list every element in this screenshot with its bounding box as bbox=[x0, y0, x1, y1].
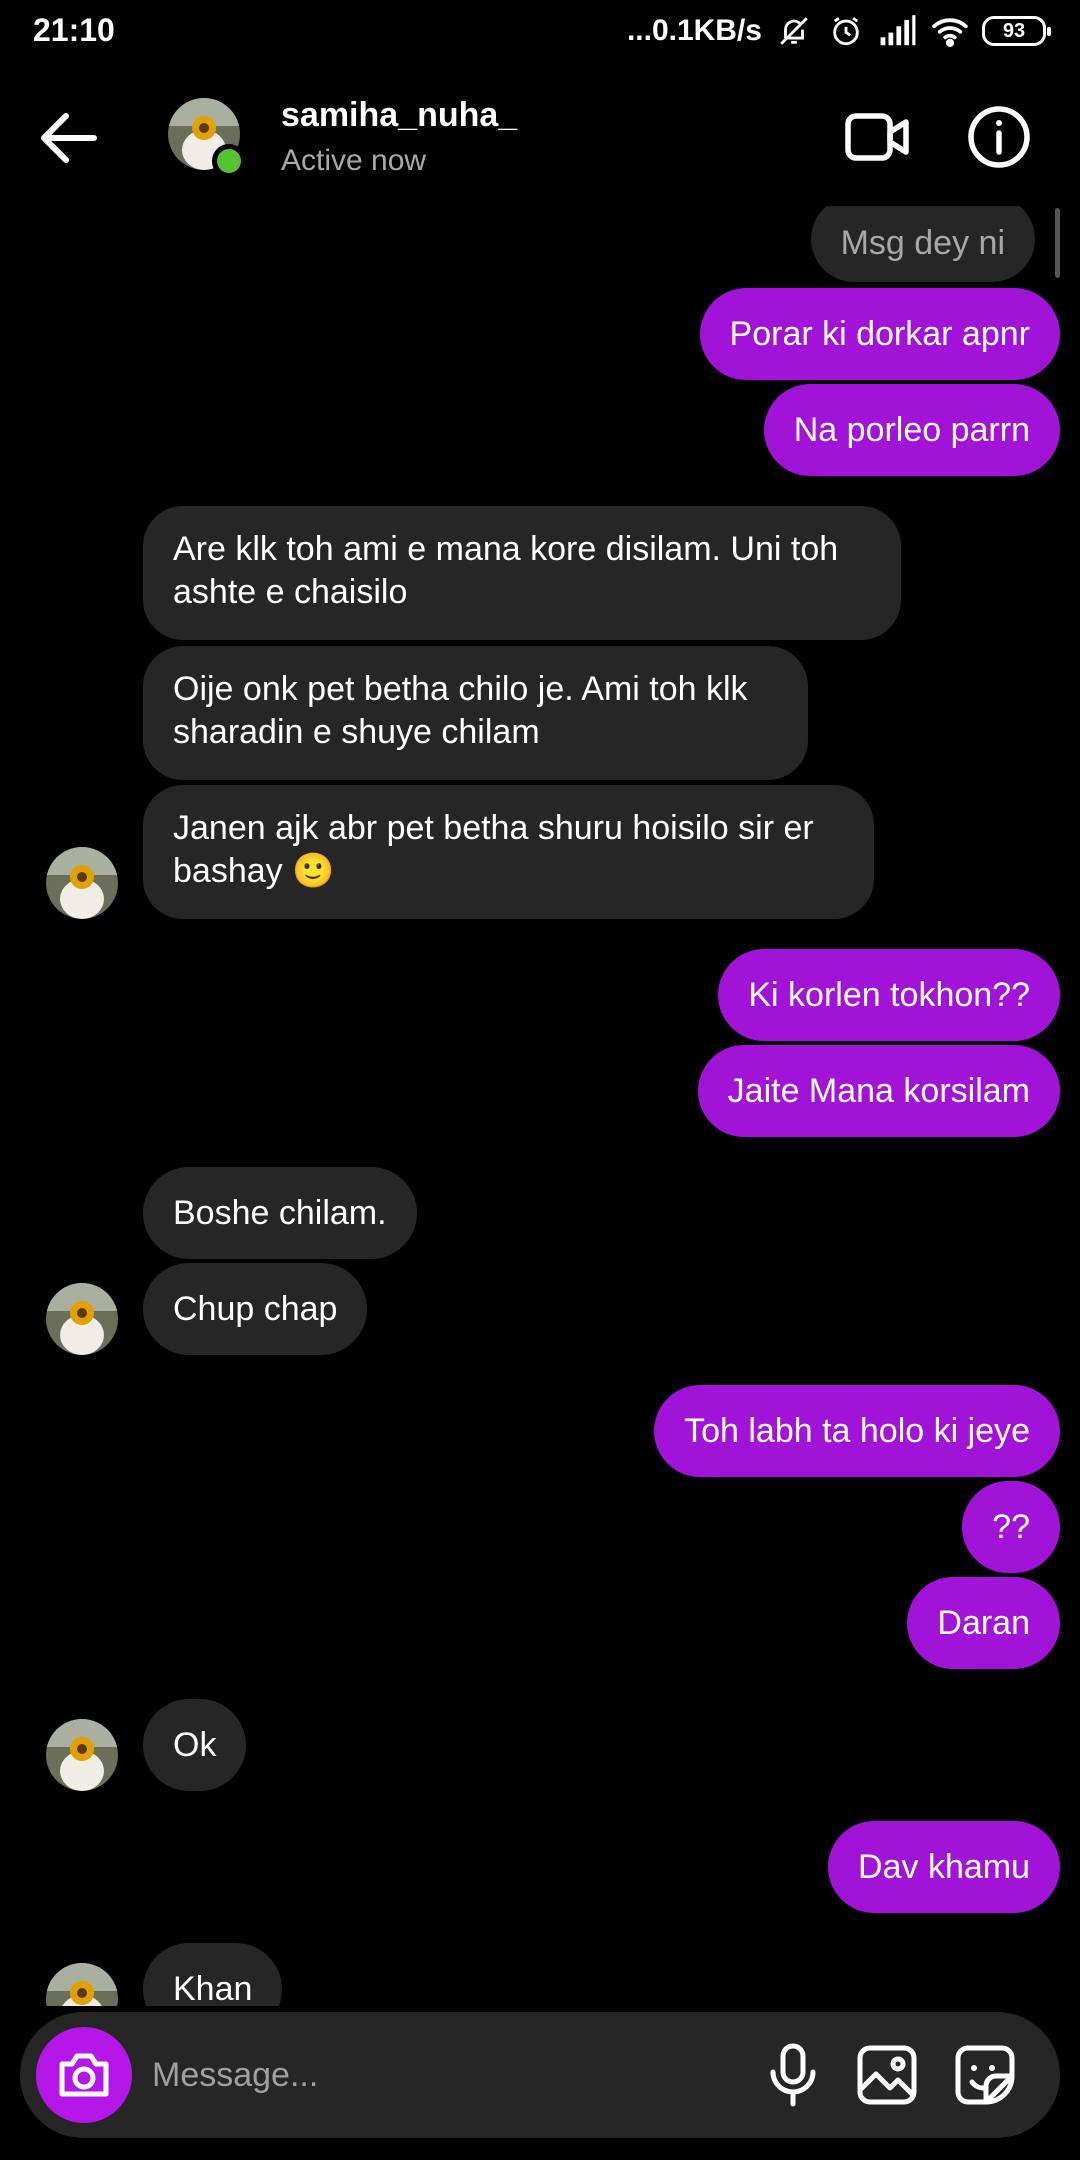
camera-icon[interactable] bbox=[36, 2027, 132, 2123]
contact-activity-status: Active now bbox=[281, 144, 427, 177]
message-bubble-outgoing[interactable]: Jaite Mana korsilam bbox=[698, 1045, 1060, 1137]
wifi-icon bbox=[930, 11, 970, 51]
contact-avatar-small[interactable] bbox=[46, 1963, 118, 2006]
chat-header bbox=[0, 62, 1080, 212]
contact-avatar-small[interactable] bbox=[46, 847, 118, 919]
message-bubble-incoming[interactable]: Boshe chilam. bbox=[143, 1167, 417, 1259]
message-bubble-incoming[interactable]: Khan bbox=[143, 1943, 282, 2006]
mute-icon bbox=[774, 11, 814, 51]
message-bubble-outgoing[interactable]: Porar ki dorkar apnr bbox=[700, 288, 1060, 380]
contact-avatar-small[interactable] bbox=[46, 1283, 118, 1355]
info-icon[interactable] bbox=[966, 104, 1032, 170]
contact-username[interactable]: samiha_nuha_ bbox=[281, 96, 518, 134]
gallery-icon[interactable] bbox=[854, 2042, 920, 2108]
status-time: 21:10 bbox=[33, 12, 115, 48]
signal-icon bbox=[878, 11, 918, 51]
battery-icon: 93 bbox=[982, 16, 1046, 46]
message-bubble-outgoing[interactable]: Ki korlen tokhon?? bbox=[718, 949, 1060, 1041]
message-bubble-incoming[interactable]: Janen ajk abr pet betha shuru hoisilo sir er bashay 🙂 bbox=[143, 785, 874, 919]
online-status-dot bbox=[212, 144, 246, 178]
message-thread[interactable] bbox=[0, 206, 1080, 2006]
status-bar bbox=[0, 0, 1080, 62]
message-composer bbox=[20, 2012, 1060, 2138]
message-bubble-outgoing[interactable]: Daran bbox=[907, 1577, 1060, 1669]
message-bubble-outgoing[interactable]: ?? bbox=[962, 1481, 1060, 1573]
message-bubble-outgoing[interactable]: Dav khamu bbox=[828, 1821, 1060, 1913]
message-bubble-incoming[interactable]: Oije onk pet betha chilo je. Ami toh klk sharadin e shuye chilam bbox=[143, 646, 808, 780]
message-bubble-incoming[interactable]: Ok bbox=[143, 1699, 246, 1791]
message-bubble-incoming[interactable]: Msg dey ni bbox=[811, 206, 1035, 282]
message-bubble-incoming[interactable]: Are klk toh ami e mana kore disilam. Uni toh ashte e chaisilo bbox=[143, 506, 901, 640]
chat-scrollbar[interactable] bbox=[1055, 208, 1060, 278]
sticker-icon[interactable] bbox=[952, 2042, 1018, 2108]
message-bubble-outgoing[interactable]: Na porleo parrn bbox=[764, 384, 1060, 476]
video-call-icon[interactable] bbox=[844, 106, 912, 168]
alarm-icon bbox=[826, 11, 866, 51]
status-indicators bbox=[627, 10, 1046, 52]
message-bubble-incoming[interactable]: Chup chap bbox=[143, 1263, 367, 1355]
back-arrow-icon[interactable] bbox=[36, 108, 106, 168]
contact-avatar-small[interactable] bbox=[46, 1719, 118, 1791]
message-bubble-outgoing[interactable]: Toh labh ta holo ki jeye bbox=[654, 1385, 1060, 1477]
network-speed: ...0.1KB/s bbox=[626, 14, 762, 47]
message-input[interactable] bbox=[152, 2040, 722, 2110]
microphone-icon[interactable] bbox=[760, 2042, 826, 2108]
